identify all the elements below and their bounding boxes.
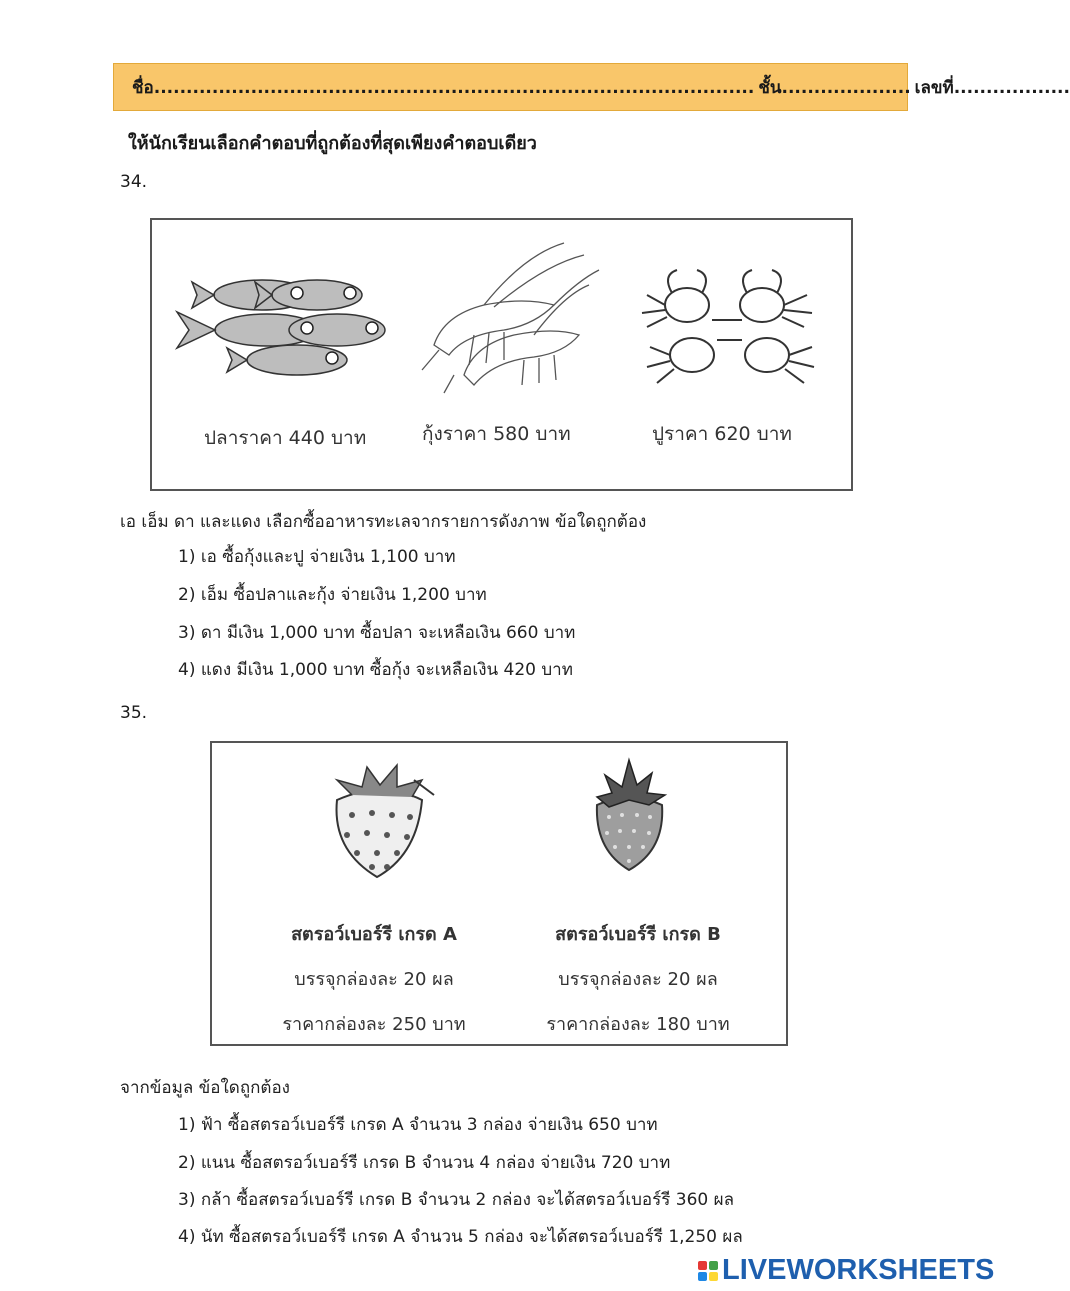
question-34-choice-3[interactable]: 3) ดา มีเงิน 1,000 บาท ซื้อปลา จะเหลือเงิน 660 บาท [178, 623, 576, 643]
shrimp-price-caption: กุ้งราคา 580 บาท [422, 423, 571, 445]
strawberry-a-icon [322, 755, 442, 885]
grade-b-quantity: บรรจุกล่องละ 20 ผล [558, 969, 718, 990]
number-field-label: เลขที่.................. [914, 77, 1070, 98]
grade-a-info [254, 919, 494, 1038]
grade-b-title: สตรอว์เบอร์รี เกรด B [555, 924, 721, 945]
question-35-choice-1[interactable]: 1) ฟ้า ซื้อสตรอว์เบอร์รี เกรด A จำนวน 3 กล่อง จ่ายเงิน 650 บาท [178, 1115, 658, 1135]
question-34-number: 34. [120, 172, 148, 192]
brand-text: LIVEWORKSHEETS [722, 1254, 995, 1286]
student-info-bar [113, 63, 1070, 111]
grade-a-price: ราคากล่องละ 250 บาท [282, 1014, 466, 1035]
liveworksheets-brand[interactable] [698, 1254, 994, 1287]
seafood-price-box [150, 218, 853, 491]
crab-icon [632, 265, 827, 395]
strawberry-b-icon [587, 755, 672, 875]
question-34-choice-1[interactable]: 1) เอ ซื้อกุ้งและปู จ่ายเงิน 1,100 บาท [178, 547, 456, 567]
strawberry-info-box [210, 741, 788, 1046]
grade-b-info [518, 919, 758, 1038]
crab-price-caption: ปูราคา 620 บาท [652, 423, 792, 445]
name-field-label: ชื่อ............................................................................................. [132, 77, 755, 98]
grade-a-quantity: บรรจุกล่องละ 20 ผล [294, 969, 454, 990]
shrimp-icon [414, 235, 609, 395]
question-34-choice-4[interactable]: 4) แดง มีเงิน 1,000 บาท ซื้อกุ้ง จะเหลือเงิน 420 บาท [178, 660, 573, 680]
question-35-choice-4[interactable]: 4) นัท ซื้อสตรอว์เบอร์รี เกรด A จำนวน 5 กล่อง จะได้สตรอว์เบอร์รี 1,250 ผล [178, 1227, 743, 1247]
fish-icon [167, 260, 392, 380]
liveworksheets-logo-icon [698, 1261, 718, 1281]
instruction-text: ให้นักเรียนเลือกคำตอบที่ถูกต้องที่สุดเพียงคำตอบเดียว [128, 133, 537, 154]
grade-b-price: ราคากล่องละ 180 บาท [546, 1014, 730, 1035]
class-field-label: ชั้น.................... [758, 77, 911, 98]
question-35-prompt: จากข้อมูล ข้อใดถูกต้อง [120, 1078, 290, 1098]
fish-price-caption: ปลาราคา 440 บาท [204, 427, 367, 449]
grade-a-title: สตรอว์เบอร์รี เกรด A [291, 924, 457, 945]
question-34-prompt: เอ เอ็ม ดา และแดง เลือกซื้ออาหารทะเลจากรายการดังภาพ ข้อใดถูกต้อง [120, 512, 647, 532]
question-34-choice-2[interactable]: 2) เอ็ม ซื้อปลาและกุ้ง จ่ายเงิน 1,200 บาท [178, 585, 487, 605]
question-35-choice-3[interactable]: 3) กล้า ซื้อสตรอว์เบอร์รี เกรด B จำนวน 2 กล่อง จะได้สตรอว์เบอร์รี 360 ผล [178, 1190, 735, 1210]
question-35-choice-2[interactable]: 2) แนน ซื้อสตรอว์เบอร์รี เกรด B จำนวน 4 กล่อง จ่ายเงิน 720 บาท [178, 1153, 671, 1173]
question-35-number: 35. [120, 703, 148, 723]
